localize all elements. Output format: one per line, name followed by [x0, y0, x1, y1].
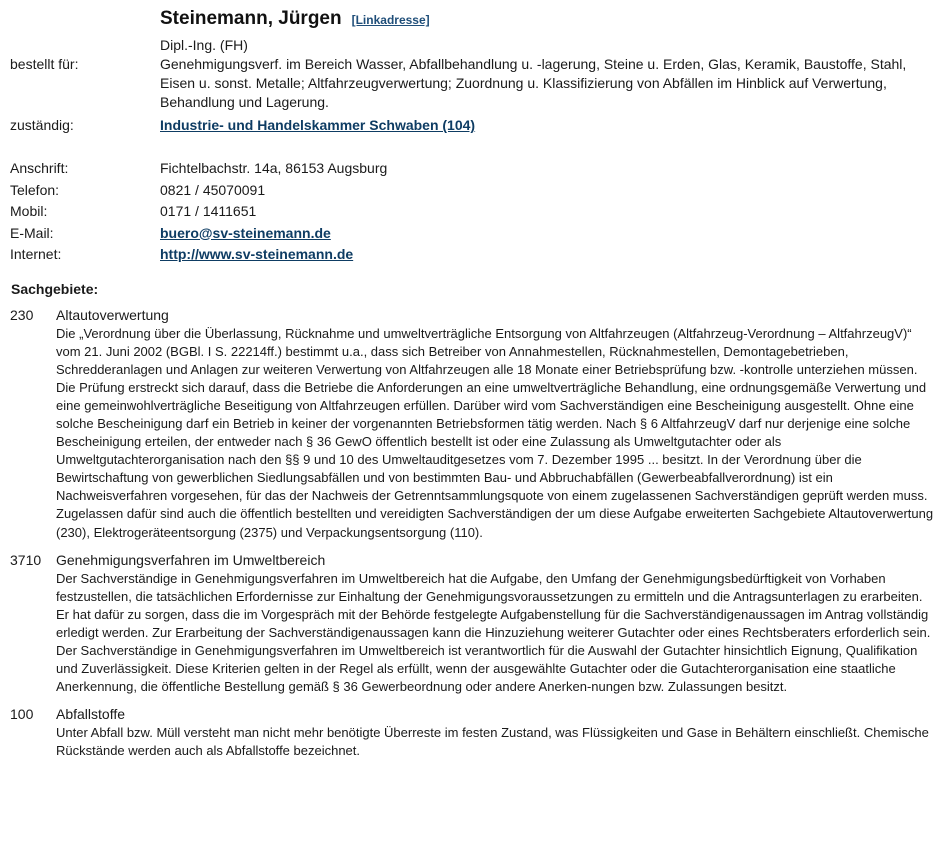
- sachgebiet-item: [10, 704, 938, 760]
- sachgebiet-description: Unter Abfall bzw. Müll versteht man nicht mehr benötigte Überreste im festen Zustand, was Flüssigkeiten und Gase in Behältern einschließt. Chemische Rückstände werden auch als Abfallstoffe bezeichnet.: [56, 725, 929, 759]
- sachgebiet-title: Genehmigungsverfahren im Umweltbereich: [56, 551, 326, 568]
- email-row: [10, 223, 938, 245]
- mobil-label: Mobil:: [10, 203, 48, 219]
- expert-name: Steinemann, Jürgen: [160, 8, 342, 29]
- linkadresse-link[interactable]: [Linkadresse]: [351, 13, 430, 27]
- sachgebiet-item: [10, 305, 938, 542]
- email-link[interactable]: buero@sv-steinemann.de: [160, 224, 331, 241]
- zustaendig-row: [10, 116, 938, 135]
- name-row: [160, 8, 938, 36]
- phone-value: 0821 / 45070091: [160, 181, 266, 198]
- mobile-value: 0171 / 1411651: [160, 203, 257, 219]
- anschrift-row: [10, 158, 938, 180]
- academic-title: Dipl.-Ing. (FH): [160, 37, 248, 53]
- telefon-label: Telefon:: [10, 181, 60, 198]
- sachgebiet-title: Altautoverwertung: [56, 306, 169, 323]
- sachgebiet-number: 100: [10, 706, 34, 723]
- internet-label: Internet:: [10, 246, 62, 262]
- anschrift-label: Anschrift:: [10, 160, 69, 176]
- bestellt-row: [10, 55, 938, 112]
- telefon-row: [10, 180, 938, 202]
- website-link[interactable]: http://www.sv-steinemann.de: [160, 246, 354, 262]
- email-label: E-Mail:: [10, 224, 54, 241]
- mobil-row: [10, 201, 938, 223]
- sachgebiet-description: Die „Verordnung über die Überlassung, Rücknahme und umweltverträgliche Entsorgung von Altfahrzeugen (Altfahrzeug-Verordnung – AltfahrzeugV)“ vom 21. Juni 2002 (BGBl. I S. 22214ff.) bestimmt u.a., dass sich Betreiber von Annahmestellen, Rücknahmestellen, Demontagebetrieben, Schredderanlagen und Anlagen zur weiteren Verwertung von Altfahrzeugen alle 18 Monate einer Betriebsprüfung bzw. -kontrolle unterziehen müssen. Die Prüfung erstreckt sich darauf, dass die Betriebe die Anforderungen an eine umweltverträgliche Behandlung, eine ordnungsgemäße Verwertung und eine gemeinwohlverträgliche Beseitigung von Altfahrzeugen erfüllen. Darüber wird vom Sachverständigen eine Bescheinigung ausgestellt. Ohne eine solche Bescheinigung darf ein Betrieb in keiner der vorgenannten Betriebsformen tätig werden. Nach § 6 AltfahrzeugV darf nur derjenige eine solche Bescheinigung erteilen, der entweder nach § 36 GewO öffentlich bestellt ist oder eine Zulassung als Umweltgutachter oder als Umweltgutachterorganisation nach den §§ 9 und 10 des Umweltauditgesetzes vom 7. Dezember 1995 ... besitzt. In der Verordnung über die Bewirtschaftung von gewerblichen Siedlungsabfällen und von bestimmten Bau- und Abbruchabfällen (Gewerbeabfallverordnung) ist ein Nachweisverfahren vorgesehen, für das der Nachweis der Getrenntsammlungsquote von einem zugelassenen Sachverständigen geprüft werden muss. Zugelassen dafür sind auch die öffentlich bestellten und vereidigten Sachverständigen der um diese Aufgabe erweiterten Sachgebiete Altautoverwertung (230), Elektrogeräteentsorgung (2375) und Verpackungsentsorgung (110).: [56, 325, 934, 540]
- sachgebiete-heading: Sachgebiete:: [11, 280, 99, 297]
- expert-profile: [10, 8, 938, 760]
- sachgebiet-item: [10, 550, 938, 697]
- bestellt-label: bestellt für:: [10, 56, 79, 72]
- internet-row: [10, 244, 938, 266]
- sachgebiet-title: Abfallstoffe: [56, 706, 126, 723]
- bestellt-value: Genehmigungsverf. im Bereich Wasser, Abfallbehandlung u. -lagerung, Steine u. Erden, Glas, Keramik, Baustoffe, Stahl, Eisen u. sonst. Metalle; Altfahrzeugverwertung; Zuordnung u. Klassifizierung von Abfällen im Hinblick auf Verwertung, Behandlung und Lagerung.: [160, 56, 907, 110]
- title-row: [10, 36, 938, 55]
- sachgebiet-number: 3710: [10, 551, 42, 568]
- sachgebiet-description: Der Sachverständige in Genehmigungsverfahren im Umweltbereich hat die Aufgabe, den Umfang der Genehmigungsbedürftigkeit von Vorhaben festzustellen, die tatsächlichen Erfordernisse zur Einhaltung der Genehmigungsvoraussetzungen zu ermitteln und die Antragsunterlagen zu erarbeiten. Er hat dafür zu sorgen, dass die im Vorgespräch mit der Behörde festgelegte Aufgabenstellung für die Sachverständigenaussagen im Antrag vollständig erledigt werden. Zur Erarbeitung der Sachverständigenaussagen kann die Hinzuziehung weiterer Gutachter oder eines Rechtsberaters erforderlich sein. Der Sachverständige in Genehmigungsverfahren im Umweltbereich ist verantwortlich für die Auswahl der Gutachter hinsichtlich Eignung, Qualifikation und Zuverlässigkeit. Diese Kriterien gelten in der Regel als erfüllt, wenn der ausgewählte Gutachter oder die Gutachterorganisation eine staatliche Anerkennung, die öffentliche Bestellung gemäß § 36 Gewerbeordnung oder andere Anerken-nungen bzw. Zulassungen besitzt.: [56, 570, 931, 695]
- sachgebiet-number: 230: [10, 306, 34, 323]
- address-value: Fichtelbachstr. 14a, 86153 Augsburg: [160, 160, 388, 176]
- chamber-link[interactable]: Industrie- und Handelskammer Schwaben (104): [160, 117, 476, 133]
- zustaendig-label: zuständig:: [10, 117, 74, 133]
